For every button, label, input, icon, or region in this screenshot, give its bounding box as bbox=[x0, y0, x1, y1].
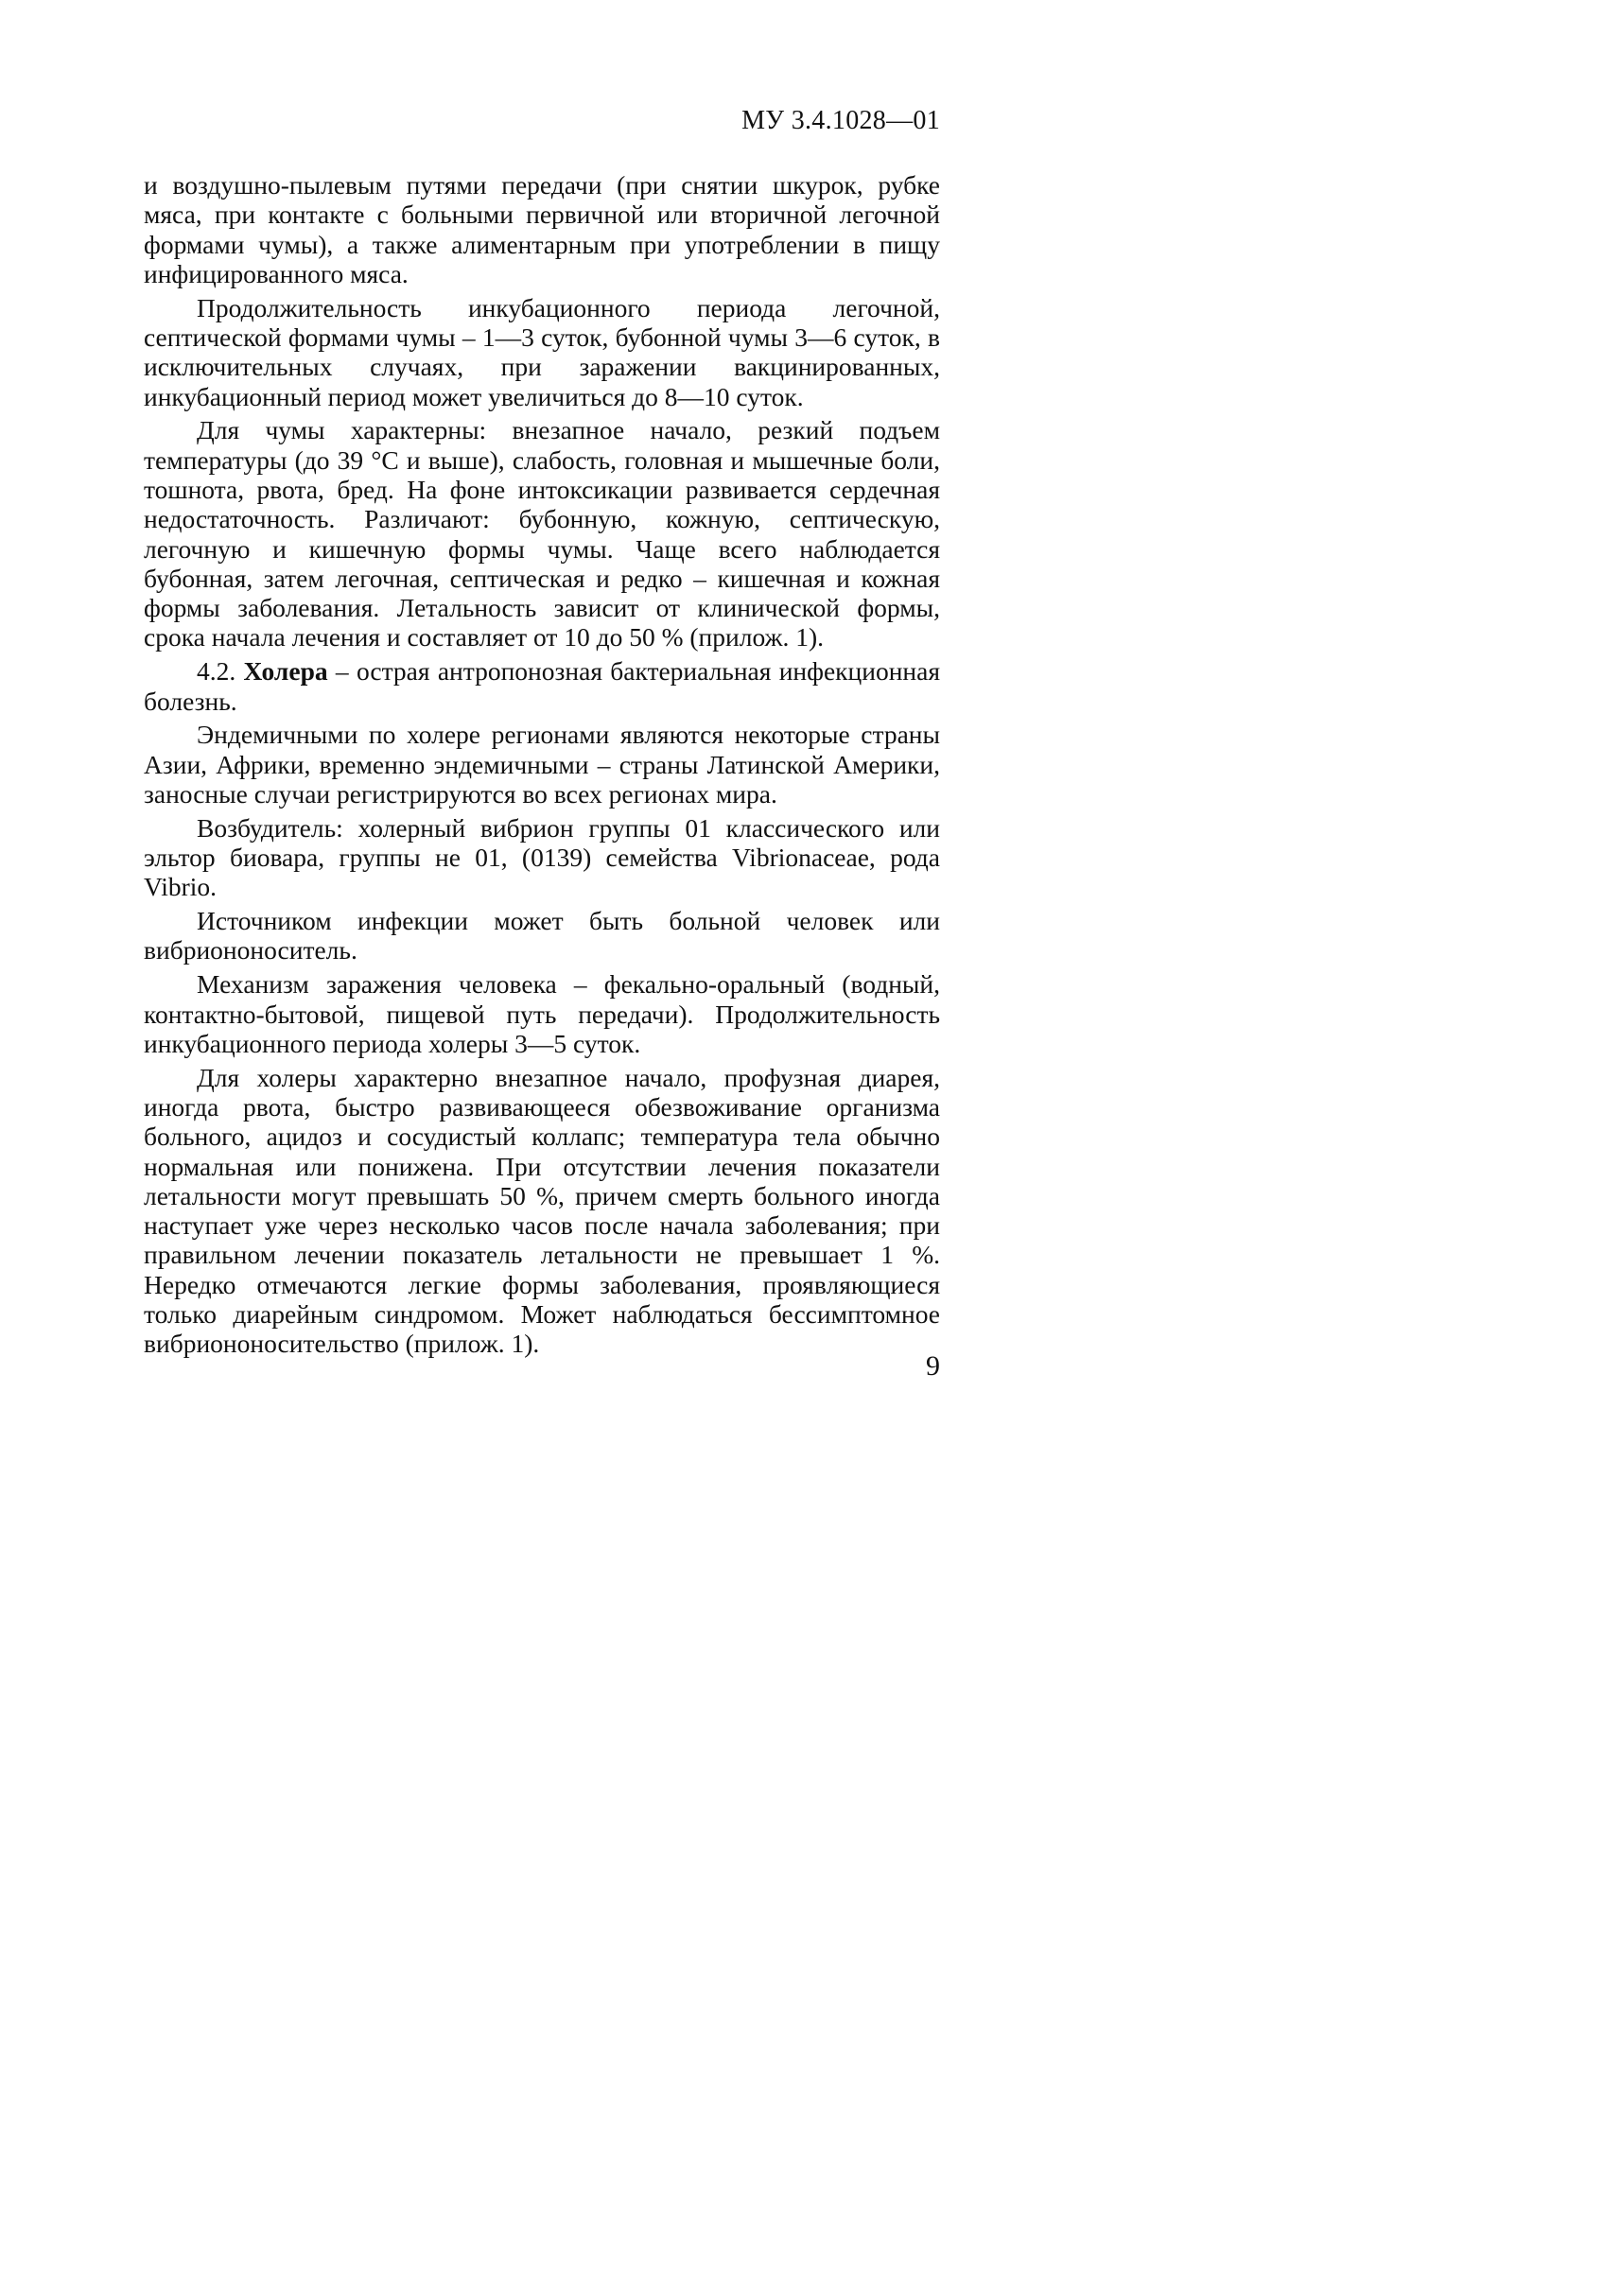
page-number: 9 bbox=[926, 1350, 940, 1382]
section-definition: – острая антропонозная бактериальная инфекционная болезнь. bbox=[144, 656, 940, 716]
body-text bbox=[144, 170, 940, 1363]
section-term: Холера bbox=[243, 656, 328, 687]
document-page bbox=[0, 0, 1042, 1493]
paragraph-plague-symptoms: Для чумы характерны: внезапное начало, резкий подъем температуры (до 39 °С и выше), слабость, головная и мышечные боли, тошнота, рвота, бред. На фоне интоксикации развивается сердечная недостаточность. Различают: бубонную, кожную, септическую, легочную и кишечную формы чумы. Чаще всего наблюдается бубонная, затем легочная, септическая и редко – кишечная и кожная формы заболевания. Летальность зависит от клинической формы, срока начала лечения и составляет от 10 до 50 % (прилож. 1). bbox=[144, 415, 940, 652]
section-number: 4.2. bbox=[197, 656, 236, 687]
document-code: МУ 3.4.1028—01 bbox=[741, 106, 940, 135]
paragraph-cholera-mechanism: Механизм заражения человека – фекально-оральный (водный, контактно-бытовой, пищевой путь передачи). Продолжительность инкубационного периода холеры 3—5 суток. bbox=[144, 969, 940, 1058]
paragraph-cholera-symptoms: Для холеры характерно внезапное начало, профузная диарея, иногда рвота, быстро развивающееся обезвоживание организма больного, ацидоз и сосудистый коллапс; температура тела обычно нормальная или понижена. При отсутствии лечения показатели летальности могут превышать 50 %, причем смерть больного иногда наступает уже через несколько часов после начала заболевания; при правильном лечении показатель летальности не превышает 1 %. Нередко отмечаются легкие формы заболевания, проявляющиеся только диарейным синдромом. Может наблюдаться бессимптомное вибриононосительство (прилож. 1). bbox=[144, 1062, 940, 1359]
paragraph-cholera-pathogen: Возбудитель: холерный вибрион группы 01 классического или эльтор биовара, группы не 01, (0139) семейства Vibrionaceae, рода Vibrio. bbox=[144, 812, 940, 902]
paragraph-plague-incubation: Продолжительность инкубационного периода легочной, септической формами чумы – 1—3 суток, бубонной чумы 3—6 суток, в исключительных случаях, при заражении вакцинированных, инкубационный период может увеличиться до 8—10 суток. bbox=[144, 292, 940, 411]
paragraph-cholera-endemic: Эндемичными по холере регионами являются некоторые страны Азии, Африки, временно эндемичными – страны Латинской Америки, заносные случаи регистрируются во всех регионах мира. bbox=[144, 720, 940, 809]
paragraph-cholera-source: Источником инфекции может быть больной человек или вибриононоситель. bbox=[144, 906, 940, 965]
paragraph-cholera-definition bbox=[144, 656, 940, 716]
paragraph-plague-transmission: и воздушно-пылевым путями передачи (при снятии шкурок, рубке мяса, при контакте с больными первичной или вторичной легочной формами чумы), а также алиментарным при употреблении в пищу инфицированного мяса. bbox=[144, 170, 940, 288]
